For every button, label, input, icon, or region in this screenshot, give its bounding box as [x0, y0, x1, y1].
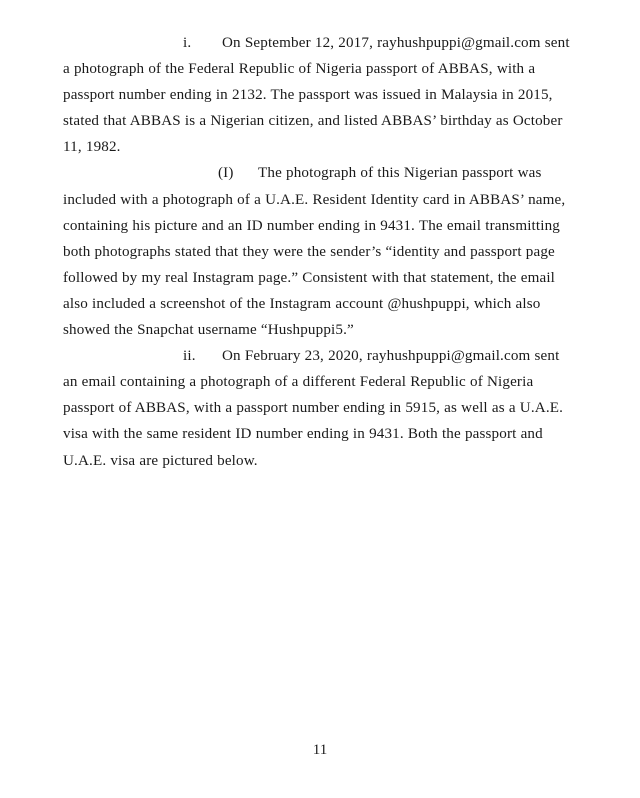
list-marker-capital-i: (I): [218, 165, 234, 182]
paragraph-i: [63, 30, 576, 160]
paragraph-I-subitem: [63, 160, 576, 343]
paragraph-ii: [63, 343, 576, 473]
list-marker-i: i.: [183, 35, 192, 51]
paragraph-I-subitem-text: The photograph of this Nigerian passport was included with a photograph of a U.A.E. Resident Identity card in ABBAS’ name, containing his picture and an ID number ending in 9431. The email transmitting both photographs stated that they were the sender’s “identity and passport page followed by my real Instagram page.” Consistent with that statement, the email also included a screenshot of the Instagram account @hushpuppi, which also showed the Snapchat username “Hushpuppi5.”: [63, 165, 566, 339]
page-number: 11: [312, 742, 328, 758]
paragraph-ii-text: On February 23, 2020, rayhushpuppi@gmail.com sent an email containing a photograph of a different Federal Republic of Nigeria passport of ABBAS, with a passport number ending in 5915, as well as a U.A.E. visa with the same resident ID number ending in 9431. Both the passport and U.A.E. visa are pictured below.: [63, 348, 564, 469]
list-marker-ii: ii.: [183, 348, 196, 365]
paragraph-i-text: On September 12, 2017, rayhushpuppi@gmail.com sent a photograph of the Federal Republic of Nigeria passport of ABBAS, with a passport number ending in 2132. The passport was issued in Malaysia in 2015, stated that ABBAS is a Nigerian citizen, and listed ABBAS’ birthday as October 11, 1982.: [63, 35, 570, 156]
document-body: [63, 30, 576, 474]
